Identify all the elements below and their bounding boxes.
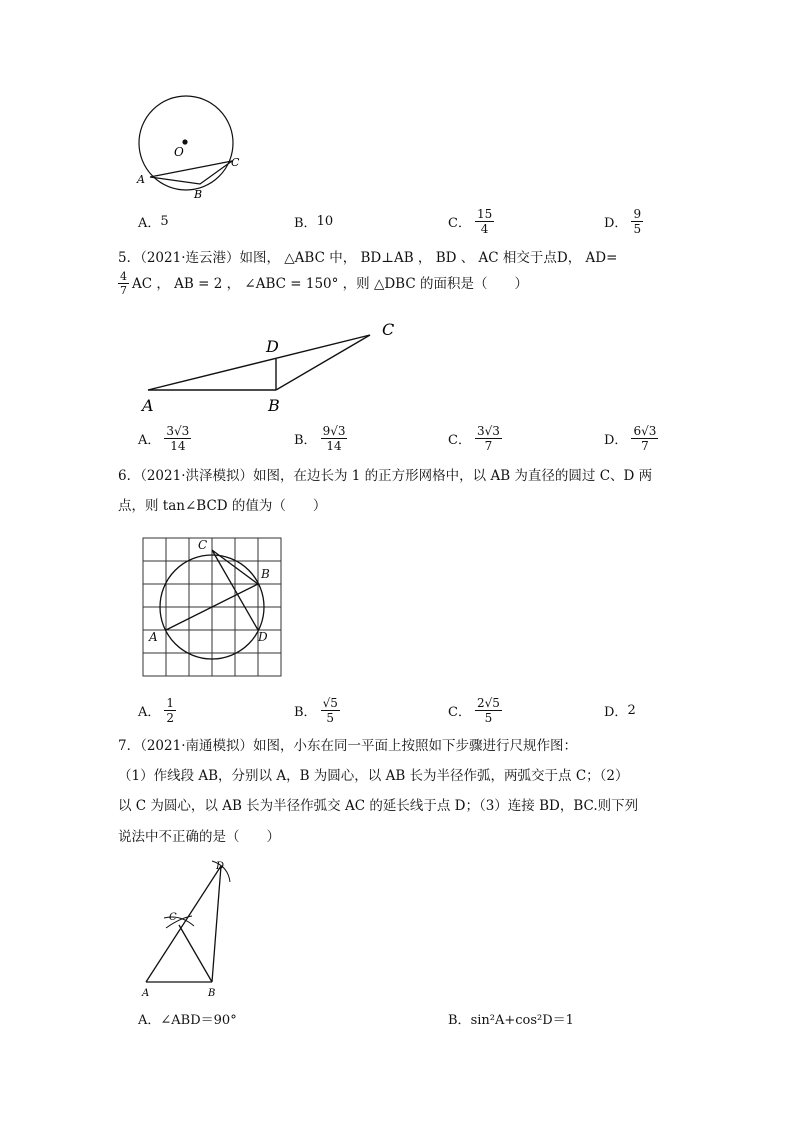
q4-option-c-fraction: $\frac{15}{4}$ [476, 206, 493, 236]
q4-center-point [182, 139, 187, 144]
q4-option-a: A． 5 [138, 213, 169, 231]
q6-label-b: B [261, 567, 270, 581]
q4-label-a: A [137, 173, 145, 186]
q5-option-c: C． $\frac{3√3}{7}$ [448, 423, 500, 453]
q4-option-d: D． $\frac{9}{5}$ [604, 206, 642, 236]
q7-stem-line2: （1）作线段 AB，分别以 A，B 为圆心，以 AB 长为半径作弧，两弧交于点 C；（2） [118, 768, 629, 784]
q4-option-d-fraction: $\frac{9}{5}$ [633, 206, 642, 236]
q6-figure [138, 534, 286, 678]
q5-option-d: D． $\frac{6√3}{7}$ [604, 423, 657, 453]
q4-figure [128, 95, 258, 205]
q7-label-c: C [169, 912, 177, 923]
q7-label-b: B [208, 988, 216, 999]
q5-option-a: A． $\frac{3√3}{14}$ [138, 423, 190, 453]
q7-stem-line1: 7．（2021·南通模拟）如图，小东在同一平面上按照如下步骤进行尺规作图： [118, 738, 577, 754]
q5-label-a: A [142, 396, 154, 415]
q5-option-b: B． $\frac{9√3}{14}$ [294, 423, 346, 453]
q6-option-a: A． $\frac{1}{2}$ [138, 695, 175, 725]
q5-figure [138, 318, 408, 418]
q7-stem-line4: 说法中不正确的是（ ） [118, 829, 280, 845]
q6-stem-line2: 点，则 tan∠BCD 的值为（ ） [118, 498, 327, 514]
q5-stem-line1: 5．（2021·连云港）如图， △ABC 中， BD⊥AB ， BD 、 AC 相交于点D， AD= [118, 250, 618, 266]
q6-stem-line1: 6．（2021·洪泽模拟）如图，在边长为 1 的正方形网格中，以 AB 为直径的圆过 C、D 两 [118, 468, 653, 484]
q7-option-a: A． ∠ABD＝90° [138, 1012, 237, 1028]
q6-label-d: D [258, 630, 268, 644]
q6-label-c: C [198, 538, 208, 552]
q7-figure [136, 856, 246, 1002]
q6-option-b: B． $\frac{√5}{5}$ [294, 695, 338, 725]
q4-label-c: C [231, 156, 240, 169]
q5-label-c: C [382, 320, 395, 339]
q7-stem-line3: 以 C 为圆心，以 AB 长为半径作弧交 AC 的延长线于点 D；（3）连接 BD，BC.则下列 [118, 798, 639, 814]
q7-option-b: B． sin²A+cos²D＝1 [448, 1012, 574, 1028]
q7-label-a: A [142, 988, 150, 999]
q4-triangle [150, 161, 232, 184]
q6-label-a: A [149, 630, 158, 644]
q4-option-c: C． $\frac{15}{4}$ [448, 206, 493, 236]
q6-option-d: D． 2 [604, 702, 636, 720]
q5-stem-line2: $\frac{4}{7}$ AC ， AB = 2 ， ∠ABC = 150° ，则 △DBC 的面积是（ ） [120, 270, 528, 297]
q4-option-b: B． 10 [294, 213, 334, 231]
q4-label-o: O [174, 145, 184, 159]
q7-label-d: D [216, 861, 225, 872]
q5-label-b: B [268, 396, 280, 415]
q5-fraction: $\frac{4}{7}$ [120, 270, 127, 297]
q4-label-b: B [194, 188, 203, 201]
q6-option-c: C． $\frac{2√5}{5}$ [448, 695, 500, 725]
q5-label-d: D [266, 337, 279, 356]
